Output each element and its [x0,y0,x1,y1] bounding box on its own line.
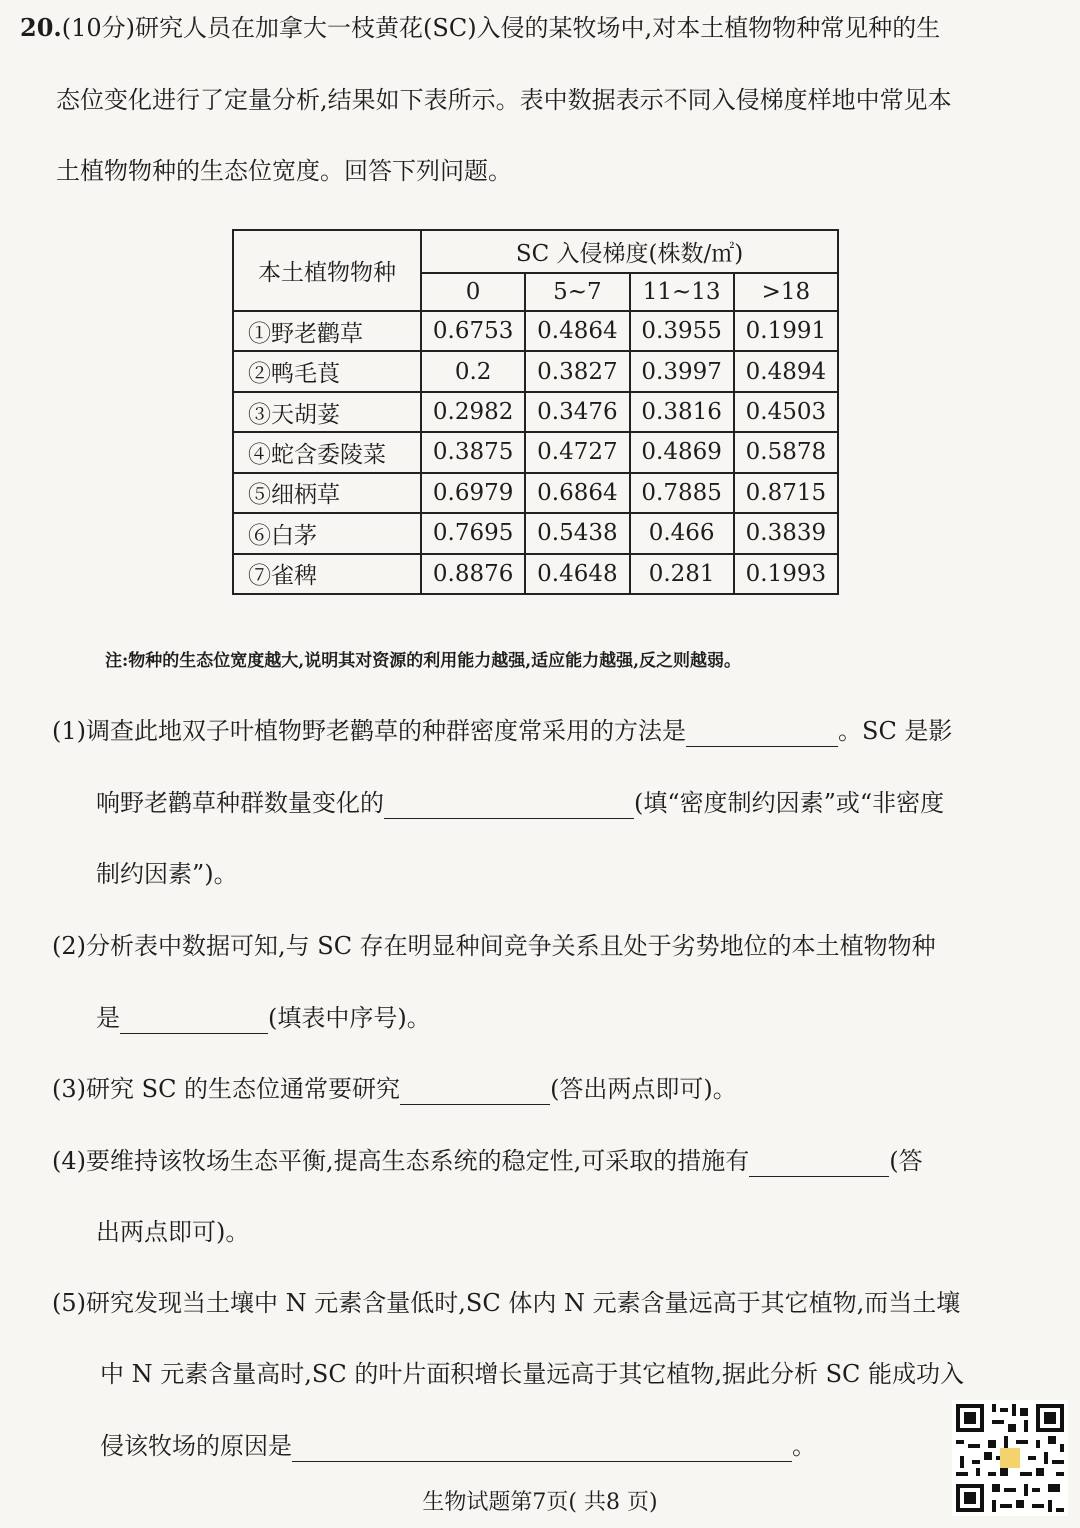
table-row [233,432,838,472]
table-row [233,351,838,391]
q2-line-1: (2)分析表中数据可知,与 SC 存在明显种间竞争关系且处于劣势地位的本土植物物种 [52,932,936,960]
niche-width-table [232,229,839,595]
q5-line-3 [100,1430,816,1462]
q2-text-b: (填表中序号)。 [268,1004,431,1032]
value-cell: 0.5438 [525,513,629,553]
gradient-header: SC 入侵梯度(株数/㎡) [421,230,838,273]
q4-text-b: (答 [889,1147,923,1175]
species-cell: ②鸭毛莨 [233,351,421,391]
q1-text-d: (填“密度制约因素”或“非密度 [634,789,945,817]
table-row [233,311,838,351]
q5-text-a: 侵该牧场的原因是 [100,1432,292,1460]
value-cell: 0.4727 [525,432,629,472]
table-row [233,392,838,432]
q1-answer-blank-1[interactable] [686,720,838,747]
question-intro-line-3: 土植物物种的生态位宽度。回答下列问题。 [56,157,512,185]
gradient-level: 0 [421,273,525,311]
q4-line-1 [52,1145,923,1177]
value-cell: 0.3955 [630,311,734,351]
gradient-level: 11~13 [630,273,734,311]
q3-answer-blank[interactable] [400,1078,550,1105]
species-cell: ⑦雀稗 [233,554,421,594]
value-cell: 0.2 [421,351,525,391]
value-cell: 0.4869 [630,432,734,472]
value-cell: 0.6753 [421,311,525,351]
value-cell: 0.3816 [630,392,734,432]
table-row [233,554,838,594]
species-cell: ⑤细柄草 [233,473,421,513]
value-cell: 0.3839 [734,513,838,553]
q1-line-2 [96,787,944,819]
value-cell: 0.4894 [734,351,838,391]
value-cell: 0.7885 [630,473,734,513]
value-cell: 0.2982 [421,392,525,432]
value-cell: 0.4503 [734,392,838,432]
species-cell: ③天胡荽 [233,392,421,432]
q2-text-a: 是 [96,1004,120,1032]
question-number: 20. [20,13,62,42]
table-row [233,473,838,513]
value-cell: 0.1991 [734,311,838,351]
value-cell: 0.3875 [421,432,525,472]
species-cell: ⑥白茅 [233,513,421,553]
q4-answer-blank[interactable] [749,1150,889,1177]
value-cell: 0.3997 [630,351,734,391]
q1-line-1 [52,715,952,747]
q5-text-b: 。 [792,1432,816,1460]
value-cell: 0.3827 [525,351,629,391]
value-cell: 0.1993 [734,554,838,594]
q1-line-3: 制约因素”)。 [96,860,238,888]
question-score: (10分) [61,14,136,42]
q1-text-b: 。SC 是影 [838,717,953,745]
question-intro-line-1: 研究人员在加拿大一枝黄花(SC)入侵的某牧场中,对本土植物物种常见种的生 [135,14,941,42]
q3-text-a: (3)研究 SC 的生态位通常要研究 [52,1075,401,1103]
q2-line-2 [96,1002,431,1034]
value-cell: 0.4648 [525,554,629,594]
q1-text-a: (1)调查此地双子叶植物野老鹳草的种群密度常采用的方法是 [52,717,686,745]
question-stem-line-1 [20,12,940,44]
table-row [233,513,838,553]
q5-line-2: 中 N 元素含量高时,SC 的叶片面积增长量远高于其它植物,据此分析 SC 能成功入 [100,1360,965,1388]
species-cell: ①野老鹳草 [233,311,421,351]
value-cell: 0.281 [630,554,734,594]
value-cell: 0.466 [630,513,734,553]
q4-text-a: (4)要维持该牧场生态平衡,提高生态系统的稳定性,可采取的措施有 [52,1147,750,1175]
value-cell: 0.8876 [421,554,525,594]
q5-line-1: (5)研究发现当土壤中 N 元素含量低时,SC 体内 N 元素含量远高于其它植物,而当土壤 [52,1289,961,1317]
q3-line-1 [52,1073,737,1105]
gradient-level: >18 [734,273,838,311]
q4-line-2: 出两点即可)。 [96,1218,250,1246]
question-intro-line-2: 态位变化进行了定量分析,结果如下表所示。表中数据表示不同入侵梯度样地中常见本 [56,86,952,114]
q1-answer-blank-2[interactable] [384,792,634,819]
value-cell: 0.3476 [525,392,629,432]
value-cell: 0.5878 [734,432,838,472]
table-note: 注:物种的生态位宽度越大,说明其对资源的利用能力越强,适应能力越强,反之则越弱。 [105,651,742,671]
value-cell: 0.4864 [525,311,629,351]
value-cell: 0.6864 [525,473,629,513]
gradient-level: 5~7 [525,273,629,311]
q2-answer-blank[interactable] [120,1007,268,1034]
species-cell: ④蛇含委陵菜 [233,432,421,472]
value-cell: 0.8715 [734,473,838,513]
q3-text-b: (答出两点即可)。 [550,1075,737,1103]
value-cell: 0.6979 [421,473,525,513]
page-footer: 生物试题第7页( 共8 页) [422,1490,658,1515]
q1-text-c: 响野老鹳草种群数量变化的 [96,789,384,817]
q5-answer-blank[interactable] [292,1435,792,1462]
value-cell: 0.7695 [421,513,525,553]
species-header: 本土植物物种 [233,230,421,311]
